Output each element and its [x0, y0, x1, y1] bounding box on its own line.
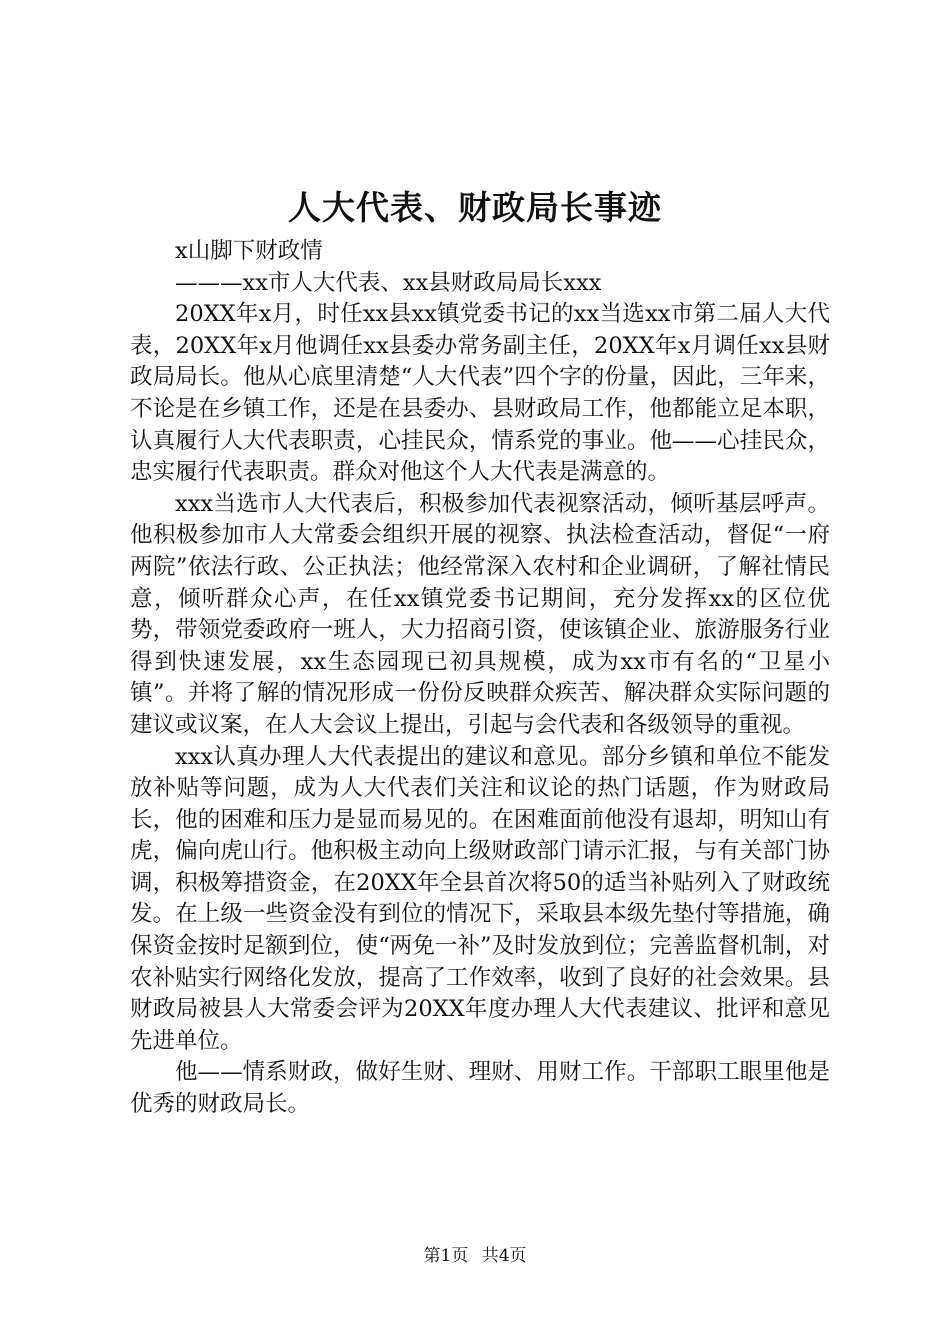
- paragraph-3: xxx认真办理人大代表提出的建议和意见。部分乡镇和单位不能发放补贴等问题，成为人大代表们关注和议论的热门话题，作为财政局长，他的困难和压力是显而易见的。在困难面前他没有退却，明知山有虎，偏向虎山行。他积极主动向上级财政部门请示汇报，与有关部门协调，积极筹措资金，在20XX年全县首次将50的适当补贴列入了财政统发。在上级一些资金没有到位的情况下，采取县本级先垫付等措施，确保资金按时足额到位，使“两免一补”及时发放到位；完善监督机制，对农补贴实行网络化发放，提高了工作效率，收到了良好的社会效果。县财政局被县人大常委会评为20XX年度办理人大代表建议、批评和意见先进单位。: [130, 743, 830, 1054]
- subtitle-line-2: ———xx市人大代表、xx县财政局局长xxx: [175, 269, 602, 296]
- page-footer: [0, 1244, 950, 1268]
- document-title: 人大代表、财政局长事迹: [288, 188, 662, 227]
- paragraph-1: 20XX年x月，时任xx县xx镇党委书记的xx当选xx市第二届人大代表，20XX年x月他调任xx县委办常务副主任，20XX年x月调任xx县财政局局长。他从心底里清楚“人大代表”四个字的份量，因此，三年来，不论是在乡镇工作，还是在县委办、县财政局工作，他都能立足本职，认真履行人大代表职责，心挂民众，情系党的事业。他——心挂民众，忠实履行代表职责。群众对他这个人大代表是满意的。: [130, 301, 830, 486]
- paragraph-2: xxx当选市人大代表后，积极参加代表视察活动，倾听基层呼声。他积极参加市人大常委会组织开展的视察、执法检查活动，督促“一府两院”依法行政、公正执法；他经常深入农村和企业调研，了解社情民意，倾听群众心声，在任xx镇党委书记期间，充分发挥xx的区位优势，带领党委政府一班人，大力招商引资，使该镇企业、旅游服务行业得到快速发展，xx生态园现已初具规模，成为xx市有名的“卫星小镇”。并将了解的情况形成一份份反映群众疾苦、解决群众实际问题的建议或议案，在人大会议上提出，引起与会代表和各级领导的重视。: [130, 490, 830, 738]
- document-body: [130, 236, 830, 1121]
- subtitle-line-1: x山脚下财政情: [175, 238, 323, 264]
- paragraph-4: 他——情系财政，做好生财、理财、用财工作。干部职工眼里他是优秀的财政局长。: [130, 1059, 830, 1118]
- page-number: 第1页: [423, 1246, 469, 1266]
- page-total: 共4页: [481, 1246, 527, 1266]
